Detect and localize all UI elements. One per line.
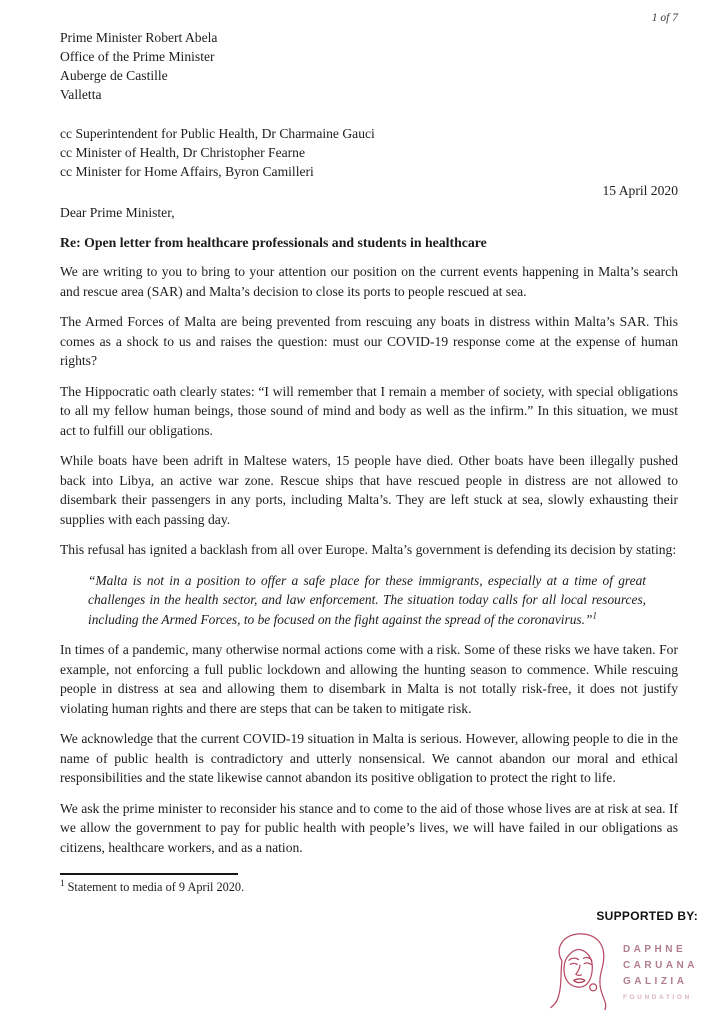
foundation-name-line: DAPHNE — [622, 943, 687, 955]
supported-by-label: SUPPORTED BY: — [596, 909, 698, 923]
foundation-logo — [498, 929, 698, 1016]
daphne-face-line-art-icon — [545, 929, 615, 1016]
paragraph: While boats have been adrift in Maltese waters, 15 people have died. Other boats have been illegally pushed back into Libya, an active war zone. Rescue ships that have rescued people in distress are not allowed to disembark their passengers in any ports, including Malta’s. They are left stuck at sea, slowly exhausting their supplies with each passing day. — [60, 453, 678, 527]
government-quote — [88, 571, 646, 630]
paragraph: This refusal has ignited a backlash from all over Europe. Malta’s government is defending its decision by stating: — [60, 542, 677, 557]
foundation-name-line: GALIZIA — [622, 975, 688, 987]
footnote-divider — [60, 873, 238, 875]
footnote-marker: 1 — [60, 877, 65, 888]
supported-by-block — [498, 909, 698, 1016]
paragraph: The Armed Forces of Malta are being prevented from rescuing any boats in distress within Malta’s SAR. This comes as a shock to us and raises the question: must our COVID-19 response come at the expense of human rights? — [60, 314, 678, 368]
recipient-line: Prime Minister Robert Abela — [60, 30, 218, 45]
cc-line: cc Minister of Health, Dr Christopher Fearne — [60, 145, 305, 160]
paragraph: In times of a pandemic, many otherwise normal actions come with a risk. Some of these risks we have taken. For example, not enforcing a full public lockdown and allowing the hunting season to commence. While rescuing people in distress at sea and allowing them to disembark in Malta is not totally risk-free, it does not justify violating human rights and there are steps that can be taken to mitigate risk. — [60, 642, 678, 716]
paragraph: We acknowledge that the current COVID-19 situation in Malta is serious. However, allowing people to die in the name of public health is contradictory and utterly nonsensical. We cannot abandon our moral and ethical responsibilities and the state likewise cannot abandon its positive obligation to protect the right to life. — [60, 731, 678, 785]
quote-text: “Malta is not in a position to offer a safe place for these immigrants, especially at a time of great challenges in the health sector, and law enforcement. The situation today calls for all local resources, including the Armed Forces, to be focused on the fight against the spread of the coronavirus.” — [88, 572, 646, 627]
footnote-reference: 1 — [592, 610, 597, 621]
recipient-line: Auberge de Castille — [60, 68, 168, 83]
foundation-tagline: FOUNDATION — [622, 993, 692, 1001]
cc-line: cc Superintendent for Public Health, Dr Charmaine Gauci — [60, 126, 375, 141]
paragraph: We ask the prime minister to reconsider his stance and to come to the aid of those whose lives are at risk at sea. If we allow the government to pay for public health with people’s lives, we will have failed in our obligations as citizens, healthcare workers, and as a nation. — [60, 800, 678, 855]
footnote-text: Statement to media of 9 April 2020. — [67, 880, 245, 894]
foundation-name-line: CARUANA — [622, 959, 698, 971]
subject-line: Re: Open letter from healthcare professionals and students in healthcare — [60, 235, 487, 250]
recipient-line: Office of the Prime Minister — [60, 49, 215, 64]
foundation-name — [623, 942, 698, 1004]
cc-list — [60, 124, 678, 181]
page-number: 1 of 7 — [651, 12, 678, 24]
footnote — [60, 879, 678, 896]
cc-line: cc Minister for Home Affairs, Byron Camilleri — [60, 164, 314, 179]
recipient-address — [60, 28, 678, 104]
letter-date: 15 April 2020 — [602, 183, 678, 198]
recipient-line: Valletta — [60, 87, 102, 102]
paragraph: The Hippocratic oath clearly states: “I will remember that I remain a member of society, with special obligations to all my fellow human beings, those sound of mind and body as well as the infirm.” In this situation, we must act to fulfill our obligations. — [60, 383, 678, 438]
paragraph: We are writing to you to bring to your attention our position on the current events happening in Malta’s search and rescue area (SAR) and Malta’s decision to close its ports to people rescued at sea. — [60, 264, 678, 299]
salutation: Dear Prime Minister, — [60, 205, 175, 220]
